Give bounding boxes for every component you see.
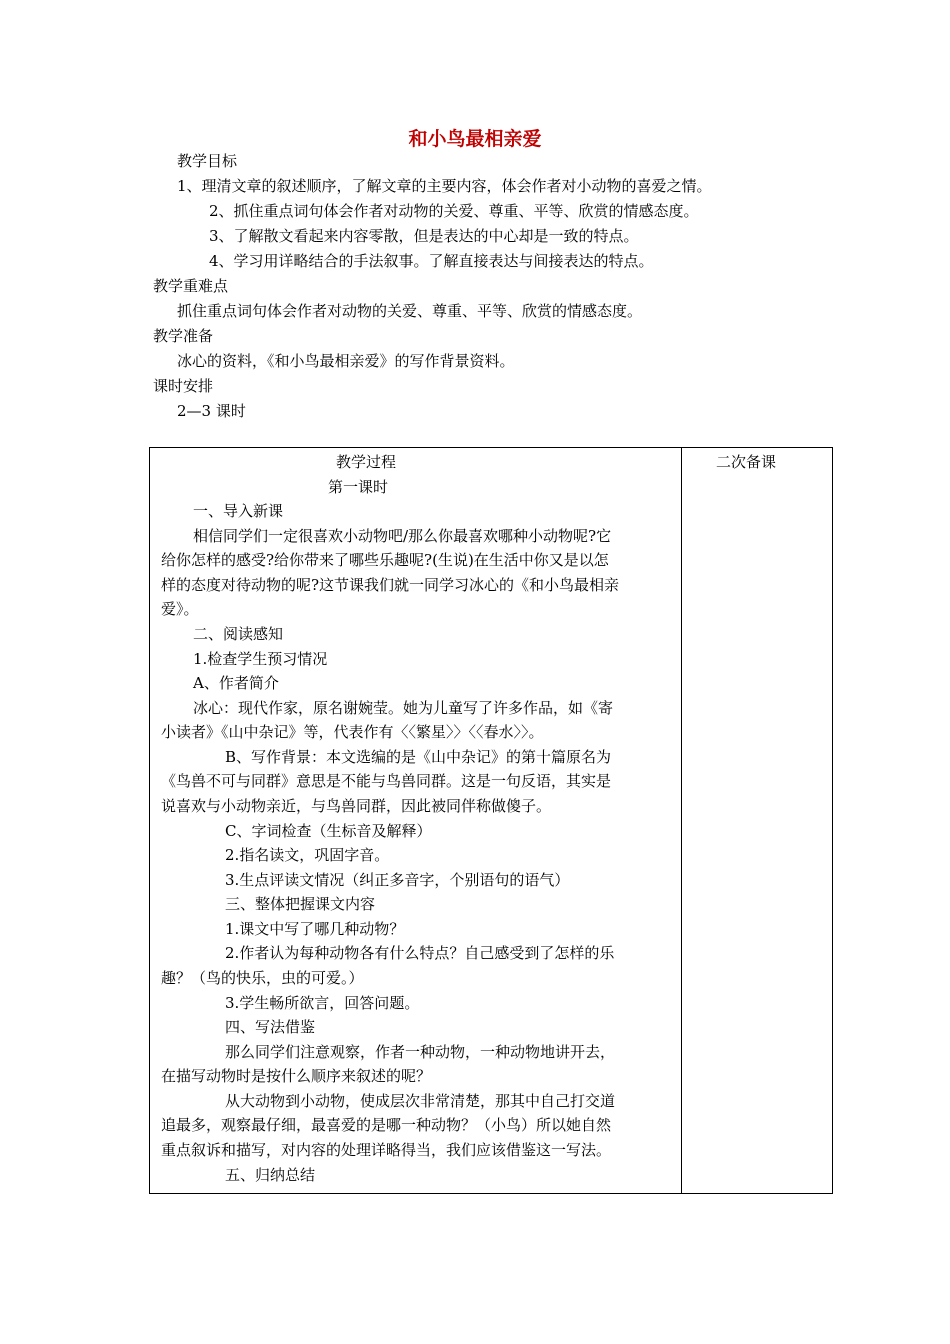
schedule-text: 2—3 课时 xyxy=(177,402,246,420)
table-line: 《鸟兽不可与同群》意思是不能与鸟兽同群。这是一句反语，其实是 xyxy=(161,772,612,790)
table-line: 二、阅读感知 xyxy=(193,625,284,643)
goal-item: 3、了解散文看起来内容零散，但是表达的中心却是一致的特点。 xyxy=(209,227,639,245)
table-line: 三、整体把握课文内容 xyxy=(225,895,376,913)
goals-heading: 教学目标 xyxy=(177,152,238,170)
table-line: 3.学生畅所欲言，回答问题。 xyxy=(225,994,420,1012)
table-line: 1.检查学生预习情况 xyxy=(193,650,328,668)
goal-item: 1、理清文章的叙述顺序，了解文章的主要内容，体会作者对小动物的喜爱之情。 xyxy=(177,177,712,195)
table-line: 冰心：现代作家，原名谢婉莹。她为儿童写了许多作品，如《寄 xyxy=(193,699,614,717)
goal-item: 2、抓住重点词句体会作者对动物的关爱、尊重、平等、欣赏的情感态度。 xyxy=(209,202,699,220)
table-line: A、作者简介 xyxy=(193,674,279,692)
table-line: 追最多，观察最仔细，最喜爱的是哪一种动物？（小鸟）所以她自然 xyxy=(161,1116,612,1134)
table-line: 相信同学们一定很喜欢小动物吧/那么你最喜欢哪种小动物呢?它 xyxy=(193,527,612,545)
table-line: 四、写法借鉴 xyxy=(225,1018,316,1036)
goal-item: 4、学习用详略结合的手法叙事。了解直接表达与间接表达的特点。 xyxy=(209,252,654,270)
table-line: C、字词检查（生标音及解释） xyxy=(225,822,432,840)
table-line: 给你怎样的感受?给你带来了哪些乐趣呢?(生说)在生活中你又是以怎 xyxy=(161,551,609,569)
lesson-process-table xyxy=(149,447,833,1194)
table-line: 小读者》《山中杂记》等，代表作有〈〈繁星〉〉〈〈春水〉〉。 xyxy=(161,723,544,741)
table-line: B、写作背景：本文选编的是《山中杂记》的第十篇原名为 xyxy=(225,748,612,766)
table-line: 重点叙诉和描写，对内容的处理详略得当，我们应该借鉴这一写法。 xyxy=(161,1141,612,1159)
schedule-heading: 课时安排 xyxy=(153,377,214,395)
table-line: 五、归纳总结 xyxy=(225,1166,316,1184)
table-line: 2.作者认为每种动物各有什么特点？自己感受到了怎样的乐 xyxy=(225,944,615,962)
process-column-header: 教学过程 xyxy=(336,453,397,471)
table-line: 从大动物到小动物，使成层次非常清楚，那其中自己打交道 xyxy=(225,1092,616,1110)
table-line: 那么同学们注意观察，作者一种动物，一种动物地讲开去， xyxy=(225,1043,616,1061)
preparation-text: 冰心的资料，《和小鸟最相亲爱》的写作背景资料。 xyxy=(177,352,515,370)
table-line: 第一课时 xyxy=(328,478,389,496)
key-points-text: 抓住重点词句体会作者对动物的关爱、尊重、平等、欣赏的情感态度。 xyxy=(177,302,643,320)
table-line: 爱》。 xyxy=(161,600,199,618)
column-divider xyxy=(681,448,682,1193)
preparation-heading: 教学准备 xyxy=(153,327,214,345)
document-title: 和小鸟最相亲爱 xyxy=(408,128,542,150)
table-line: 在描写动物时是按什么顺序来叙述的呢？ xyxy=(161,1067,432,1085)
table-line: 说喜欢与小动物亲近，与鸟兽同群，因此被同伴称做傻子。 xyxy=(161,797,552,815)
revision-column-header: 二次备课 xyxy=(716,453,777,471)
table-line: 2.指名读文，巩固字音。 xyxy=(225,846,390,864)
table-line: 3.生点评读文情况（纠正多音字，个别语句的语气） xyxy=(225,871,570,889)
table-line: 样的态度对待动物的呢?这节课我们就一同学习冰心的《和小鸟最相亲 xyxy=(161,576,620,594)
key-points-heading: 教学重难点 xyxy=(153,277,229,295)
table-line: 一、导入新课 xyxy=(193,502,284,520)
table-line: 1.课文中写了哪几种动物？ xyxy=(225,920,405,938)
table-line: 趣？（鸟的快乐，虫的可爱。） xyxy=(161,969,364,987)
